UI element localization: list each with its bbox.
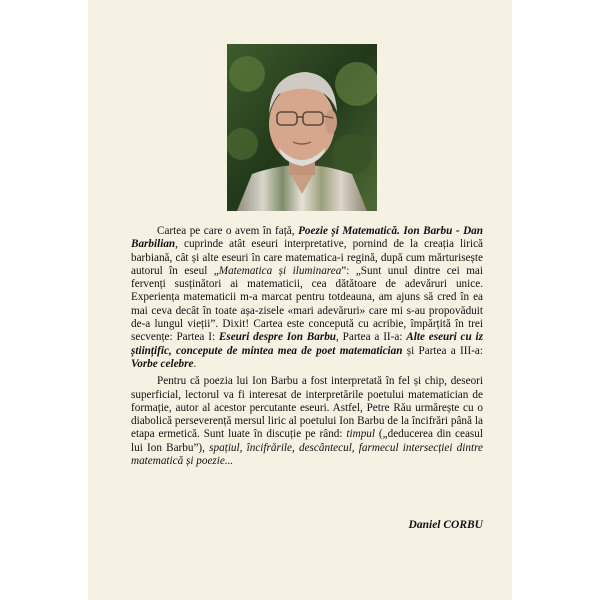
paragraph1-run: Alte eseuri cu iz științific, concepute de mintea mea de poet matematician <box>131 331 484 357</box>
paragraph2-run: Pentru că poezia lui Ion Barbu a fost interpretată în fel și chip, deseori superficial, lectorul va fi interesat de interpretările poetului matematician de formație, autor al acestor percutante eseuri. Astfel, Petre Rău urmărește cu o diabolică perseverență mersul liric al poetului Ion Barbu de la încifrări până la etapa ermetică. Sunt luate în discuție pe rând: <box>131 375 483 441</box>
paragraph2-run: timpul <box>346 428 376 441</box>
paragraph1-run: și Partea a III-a: <box>402 344 483 357</box>
paragraph1-run: , Partea a II-a: <box>336 331 407 344</box>
author-photo <box>227 44 377 211</box>
paragraph1-run: , cuprinde atât eseuri interpretative, pornind de la creația lirică barbiană, cât și alte eseuri în care matematica-i regină, după cum mărturisește autorul în eseul „ <box>131 238 483 277</box>
paragraph-2 <box>131 375 483 468</box>
paragraph1-run: Cartea pe care o avem în față, <box>157 225 299 237</box>
paragraph1-run: Matematica și iluminarea <box>218 264 342 277</box>
paragraph1-run: Vorbe celebre <box>131 357 194 370</box>
paragraph2-run: („deducerea din ceasul lui Ion Barbu”), <box>131 428 483 454</box>
author-photo-image <box>227 44 377 211</box>
paragraph1-run: . <box>193 357 197 370</box>
paragraph-1 <box>131 225 483 371</box>
paragraph2-run: spațiul, încifrările, descântecul, farmecul intersecției dintre matematică și poezie... <box>131 441 483 468</box>
paragraph1-run: Poezie și Matematică. Ion Barbu - Dan Barbilian <box>131 225 483 251</box>
paragraph1-run: ”: „Sunt unul dintre cei mai fervenți susținători ai matematicii, cea dătătoare de adevăruri unice. Experiența matematicii m-a marcat pentru totdeauna, am ajuns să cred în ea mai ceva decât în toate așa-zisele «mari adevăruri» care mi s-au propovăduit de-a lungul vieții”. Dixit! Cartea este concepută cu acribie, împărțită în trei secvențe: Partea I: <box>131 264 484 344</box>
paragraph1-run: Eseuri despre Ion Barbu <box>218 331 337 344</box>
review-text <box>131 225 483 472</box>
review-author-signature: Daniel CORBU <box>408 519 483 531</box>
